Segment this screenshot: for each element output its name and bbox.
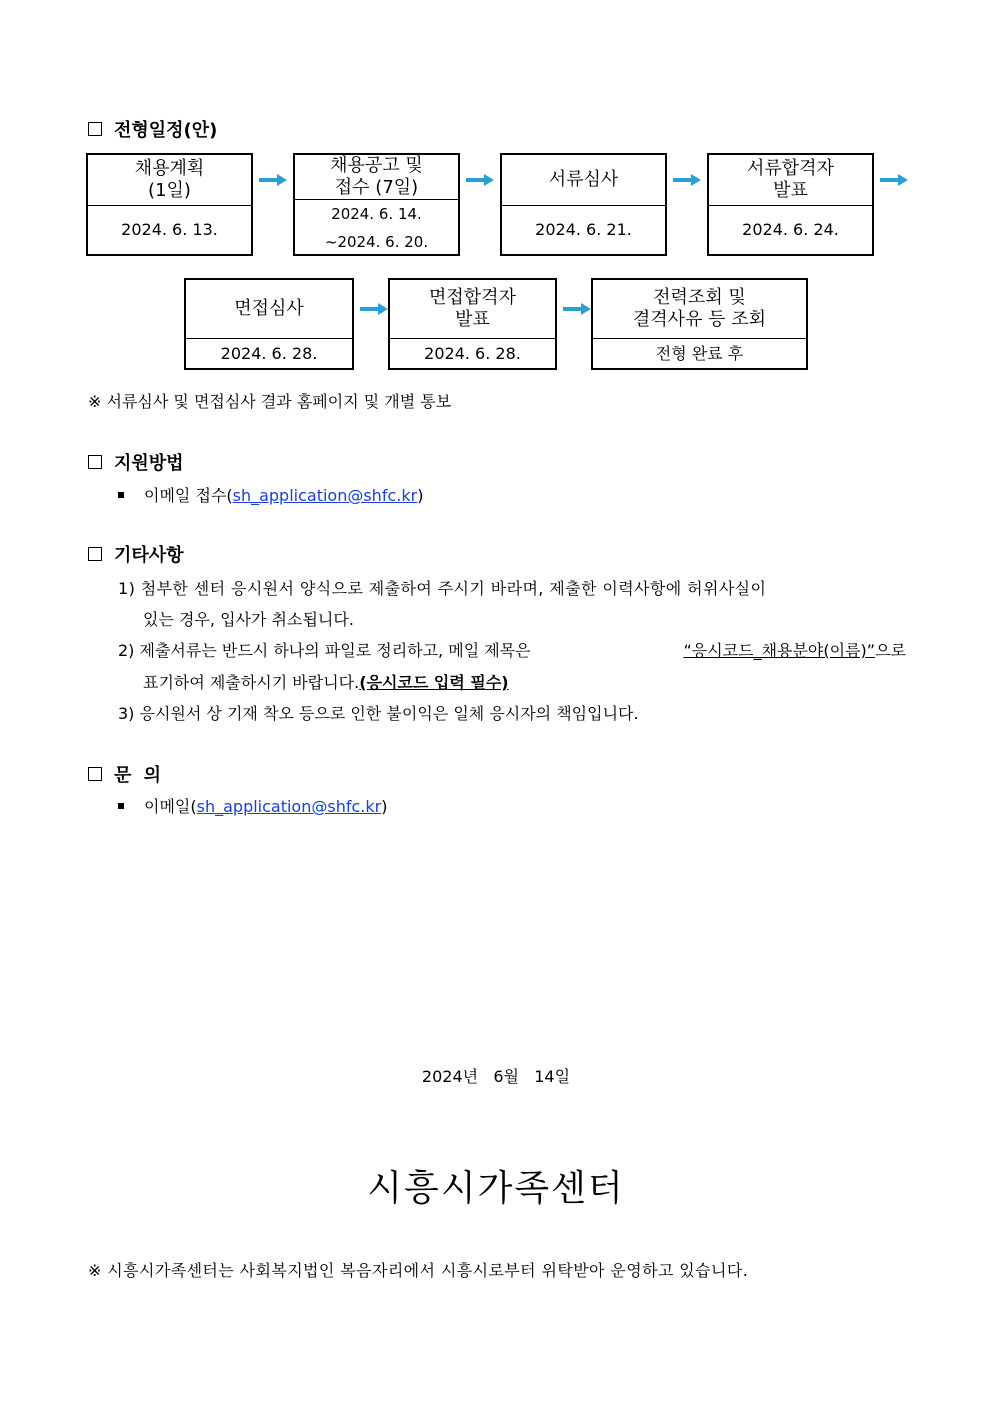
misc-item-2-line-1 [118,638,906,661]
stage-date: 2024. 6. 28. [424,343,521,363]
arrow-right-icon [466,173,494,187]
stage-name: 채용계획 (1일) [88,155,251,206]
apply-item-suffix: ) [417,486,424,505]
organization-name: 시흥시가족센터 [367,1168,625,1209]
inquiry-item-prefix: 이메일( [144,797,197,816]
arrow-right-icon [259,173,287,187]
stage-date: 2024. 6. 13. [121,220,218,239]
stage-box [86,153,253,256]
stage-box [293,153,460,256]
stage-name: 전력조회 및 결격사유 등 조회 [593,280,806,339]
checkbox-square-icon [88,767,102,781]
apply-title: 지원방법 [114,453,184,474]
arrow-right-icon [880,173,908,187]
apply-heading [88,449,184,475]
stage-name: 면접심사 [186,280,352,339]
stage-box [184,278,354,370]
checkbox-square-icon [88,122,102,136]
misc-item-2-tail: 으로 [875,641,906,660]
stage-date: 전형 완료 후 [655,343,744,363]
arrow-right-icon [360,302,388,316]
stage-name: 면접합격자 발표 [390,280,555,339]
apply-item-prefix: 이메일 접수( [144,486,233,505]
stage-name: 서류합격자 발표 [709,155,872,206]
inquiry-item [118,794,387,817]
inquiry-title: 문 의 [114,765,162,786]
stage-box [707,153,874,256]
misc-item-1-line-1: 1) 첨부한 센터 응시원서 양식으로 제출하여 주시기 바라며, 제출한 이력사항에 허위사실이 [118,579,767,598]
bullet-icon [118,492,124,498]
document-date: 2024년 6월 14일 [421,1067,571,1086]
misc-item-1-line-2: 있는 경우, 입사가 취소됩니다. [143,610,354,629]
stage-box [388,278,557,370]
stage-name: 서류심사 [502,155,665,206]
arrow-right-icon [563,302,591,316]
checkbox-square-icon [88,455,102,469]
inquiry-heading [88,761,161,787]
inquiry-email-link[interactable]: sh_application@shfc.kr [196,797,382,816]
stage-box [500,153,667,256]
stage-box [591,278,808,370]
misc-title: 기타사항 [114,545,184,566]
misc-item-2-text: 2) 제출서류는 반드시 하나의 파일로 정리하고, 메일 제목은 [118,641,531,660]
misc-item-2-line-2 [143,670,509,693]
stage-name: 채용공고 및 접수 (7일) [295,155,458,200]
schedule-note: ※ 서류심사 및 면접심사 결과 홈페이지 및 개별 통보 [88,392,452,411]
arrow-right-icon [673,173,701,187]
apply-item [118,483,423,506]
misc-item-2-subject-format: “응시코드_채용분야(이름)” [683,641,876,660]
misc-item-2-text-2: 표기하여 제출하시기 바랍니다. [143,673,360,692]
footer-note: ※ 시흥시가족센터는 사회복지법인 복음자리에서 시흥시로부터 위탁받아 운영하고 있습니다. [88,1261,749,1280]
stage-date: 2024. 6. 21. [535,220,632,239]
inquiry-item-suffix: ) [381,797,388,816]
stage-date: 2024. 6. 28. [220,343,318,363]
apply-email-link[interactable]: sh_application@shfc.kr [232,486,418,505]
stage-date: 2024. 6. 14. ~2024. 6. 20. [324,205,429,251]
misc-item-3: 3) 응시원서 상 기재 착오 등으로 인한 불이익은 일체 응시자의 책임입니다. [118,704,639,723]
misc-heading [88,541,184,567]
schedule-title: 전형일정(안) [114,120,218,141]
checkbox-square-icon [88,547,102,561]
bullet-icon [118,803,124,809]
misc-item-2-required: (응시코드 입력 필수) [359,673,509,692]
stage-date: 2024. 6. 24. [742,220,839,239]
schedule-heading [88,116,217,142]
